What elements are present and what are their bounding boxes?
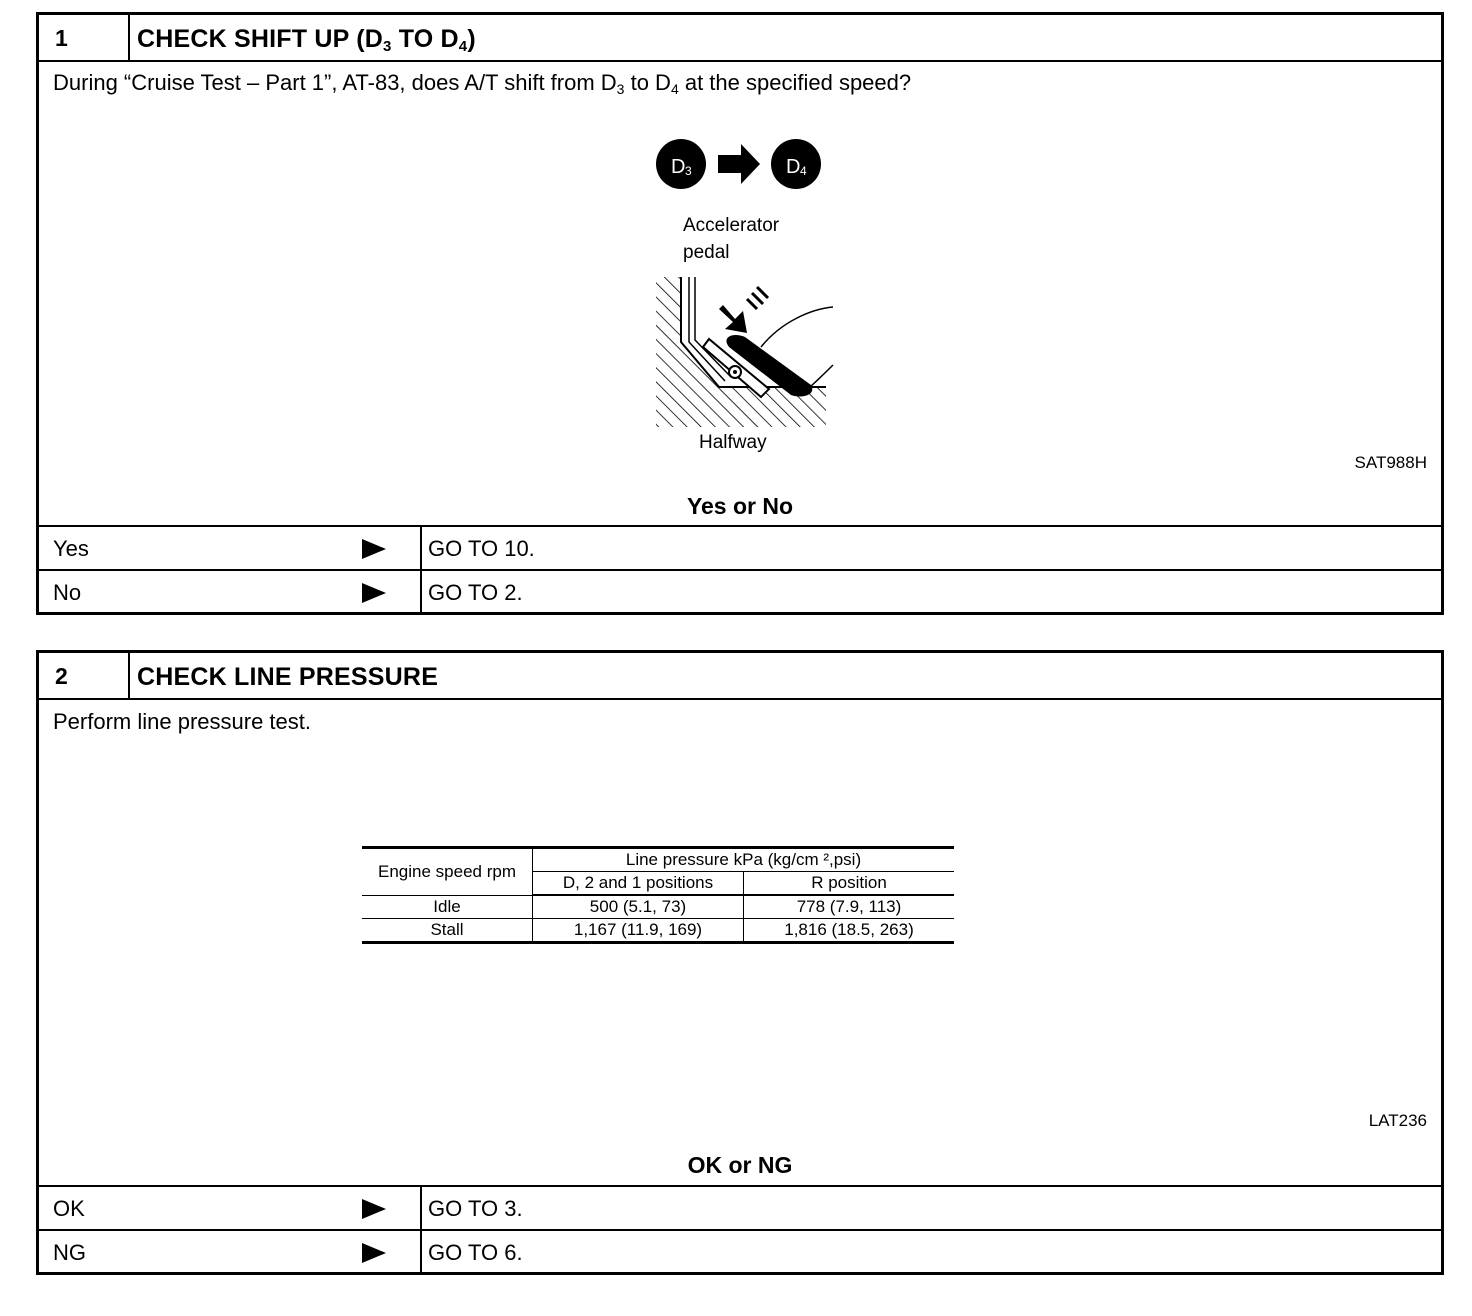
answer-row-ok[interactable]	[39, 1185, 1441, 1230]
col-d-positions: D, 2 and 1 positions	[533, 872, 744, 896]
cell-speed: Idle	[362, 895, 533, 919]
divider	[420, 1231, 422, 1274]
halfway-label: Halfway	[699, 432, 767, 453]
right-arrow-icon	[362, 539, 386, 559]
col-engine-speed: Engine speed rpm	[362, 848, 533, 896]
step-1-header	[39, 15, 1441, 62]
goto-action[interactable]: GO TO 10.	[428, 536, 535, 561]
divider	[128, 15, 130, 60]
goto-action[interactable]: GO TO 6.	[428, 1240, 523, 1265]
right-arrow-icon	[362, 1243, 386, 1263]
table-row	[362, 919, 954, 943]
answer-label: Yes	[53, 536, 89, 561]
divider	[420, 527, 422, 570]
step-title: CHECK SHIFT UP ($D_3$ TO $D_4$)	[137, 25, 476, 55]
cell-r: 778 (7.9, 113)	[744, 895, 955, 919]
answer-label: OK	[53, 1196, 85, 1221]
svg-text:D: D	[671, 156, 686, 178]
goto-action[interactable]: GO TO 3.	[428, 1196, 523, 1221]
step-number: 2	[55, 663, 68, 689]
divider	[128, 653, 130, 698]
figure-code: SAT988H	[1354, 453, 1427, 472]
step-title: CHECK LINE PRESSURE	[137, 663, 439, 691]
answer-row-yes[interactable]	[39, 525, 1441, 570]
shift-illustration	[651, 137, 851, 457]
table-row	[362, 895, 954, 919]
col-line-pressure: Line pressure kPa (kg/cm ²,psi)	[533, 848, 955, 872]
right-arrow-icon	[362, 583, 386, 603]
line-pressure-table	[362, 846, 954, 944]
cell-d: 500 (5.1, 73)	[533, 895, 744, 919]
step-number: 1	[55, 25, 68, 51]
label-accelerator: Accelerator	[683, 215, 780, 236]
svg-text:3: 3	[685, 164, 692, 178]
answer-row-no[interactable]	[39, 569, 1441, 614]
answer-prompt: OK or NG	[687, 1152, 793, 1178]
figure-code: LAT236	[1368, 1111, 1427, 1130]
accelerator-pedal-icon	[651, 137, 851, 457]
answer-label: NG	[53, 1240, 86, 1265]
answer-row-ng[interactable]	[39, 1229, 1441, 1274]
step-2-box	[36, 650, 1444, 1275]
goto-action[interactable]: GO TO 2.	[428, 580, 523, 605]
divider	[420, 571, 422, 614]
cell-r: 1,816 (18.5, 263)	[744, 919, 955, 943]
cell-speed: Stall	[362, 919, 533, 943]
step-question: During “Cruise Test – Part 1”, AT-83, does A/T shift from $D_3$ to $D_4$ at the specified speed?	[53, 70, 912, 97]
step-1-box	[36, 12, 1444, 615]
answer-label: No	[53, 580, 82, 605]
right-arrow-icon	[362, 1199, 386, 1219]
answer-prompt: Yes or No	[686, 493, 794, 519]
label-pedal: pedal	[683, 242, 730, 263]
col-r-position: R position	[744, 872, 955, 896]
step-instruction: Perform line pressure test.	[53, 709, 311, 734]
svg-text:4: 4	[800, 164, 807, 178]
step-2-header	[39, 653, 1441, 700]
svg-text:D: D	[786, 156, 801, 178]
divider	[420, 1187, 422, 1230]
cell-d: 1,167 (11.9, 169)	[533, 919, 744, 943]
right-arrow-icon	[718, 144, 760, 184]
